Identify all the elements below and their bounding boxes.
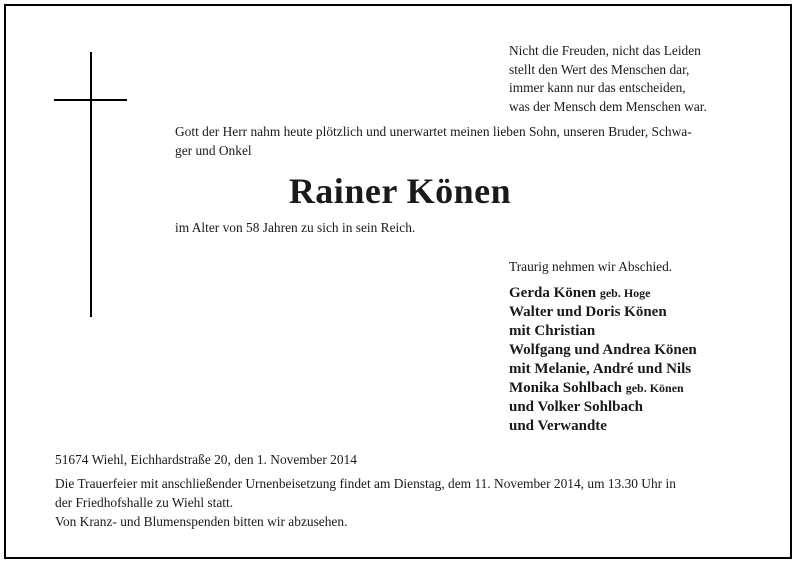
family-member: und Volker Sohlbach: [509, 399, 643, 415]
maiden-name: geb. Könen: [625, 381, 684, 395]
family-member: mit Christian: [509, 323, 596, 339]
poem-line: Nicht die Freuden, nicht das Leiden: [509, 43, 701, 58]
intro-line: Gott der Herr nahm heute plötzlich und unerwartet meinen lieben Sohn, unseren Bruder, Schwa-: [175, 124, 692, 139]
intro-text: [175, 123, 735, 160]
intro-line: ger und Onkel: [175, 142, 252, 158]
cross-horizontal-bar: [54, 99, 127, 101]
maiden-name: geb. Hoge: [599, 286, 651, 300]
ceremony-line: Die Trauerfeier mit anschließender Urnenbeisetzung findet am Dienstag, dem 11. November 2014, um 13.30 Uhr in: [55, 476, 676, 491]
poem-line: was der Mensch dem Menschen war.: [509, 98, 707, 114]
family-list: [509, 284, 697, 436]
family-member: mit Melanie, André und Nils: [509, 361, 692, 377]
deceased-name: Rainer Könen: [288, 171, 512, 211]
poem: [509, 42, 707, 116]
poem-line: immer kann nur das entscheiden,: [509, 80, 686, 95]
ceremony-info: [55, 475, 676, 512]
place-date: 51674 Wiehl, Eichhardstraße 20, den 1. November 2014: [55, 452, 357, 467]
poem-line: stellt den Wert des Menschen dar,: [509, 61, 690, 77]
family-member: [509, 284, 697, 303]
family-member: [509, 379, 697, 398]
family-member-name: Monika Sohlbach: [509, 380, 622, 396]
family-member-name: Gerda Könen: [509, 285, 597, 301]
family-member: Wolfgang und Andrea Könen: [509, 342, 697, 358]
family-member: und Verwandte: [509, 418, 607, 434]
flowers-note: Von Kranz- und Blumenspenden bitten wir abzusehen.: [55, 514, 348, 529]
farewell-text: Traurig nehmen wir Abschied.: [509, 259, 673, 274]
age-text: im Alter von 58 Jahren zu sich in sein Reich.: [175, 220, 416, 235]
ceremony-line: der Friedhofshalle zu Wiehl statt.: [55, 494, 234, 510]
family-member: Walter und Doris Könen: [509, 304, 667, 320]
